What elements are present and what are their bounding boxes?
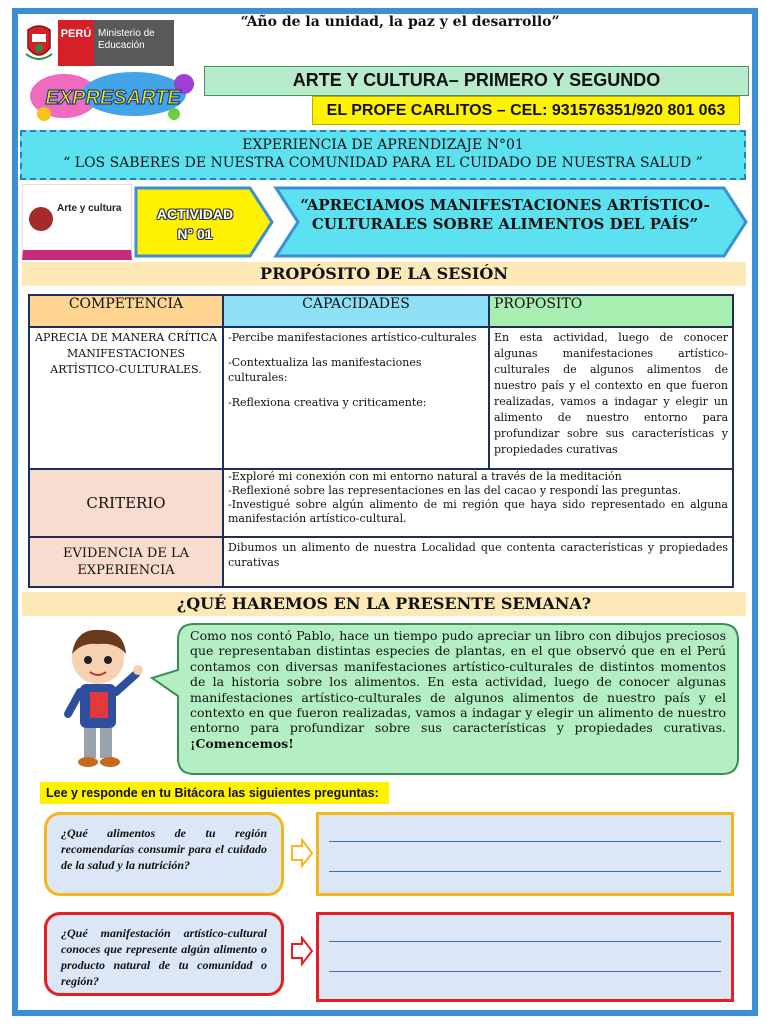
experience-title: “ LOS SABERES DE NUESTRA COMUNIDAD PARA EL CUIDADO DE NUESTRA SALUD ” xyxy=(63,155,703,171)
arrow-right-icon xyxy=(290,936,314,966)
bubble-closing: ¡Comencemos! xyxy=(190,735,294,751)
answer-line xyxy=(329,971,721,972)
speech-bubble-text xyxy=(190,628,726,751)
capacidades-cell xyxy=(223,327,489,469)
art-culture-icon xyxy=(29,207,53,231)
expresarte-text: EXPRESARTE xyxy=(45,87,181,109)
contact-banner: EL PROFE CARLITOS – CEL: 931576351/920 801 063 xyxy=(312,96,740,125)
evidencia-cell: Dibumos un alimento de nuestra Localidad que contenta características y propiedades curativas xyxy=(223,537,733,587)
criterio-item: -Exploré mi conexión con mi entorno natural a través de la meditación xyxy=(228,470,622,483)
criterios-cell xyxy=(223,469,733,537)
expresarte-logo xyxy=(24,66,202,126)
header-proposito: PROPOSITO xyxy=(489,295,733,327)
area-tag-label: Arte y cultura xyxy=(57,203,122,214)
year-motto: “Año de la unidad, la paz y el desarrollo” xyxy=(240,14,560,30)
capacidad-item: -Reflexiona creativa y criticamente: xyxy=(228,396,427,409)
activity-title-line1: “APRECIAMOS MANIFESTACIONES ARTÍSTICO- xyxy=(300,196,710,214)
competencia-cell: APRECIA DE MANERA CRÍTICA MANIFESTACIONES ARTÍSTICO-CULTURALES. xyxy=(29,327,223,469)
evidencia-label: EVIDENCIA DE LA EXPERIENCIA xyxy=(29,537,223,587)
question-2: ¿Qué manifestación artístico-cultural conoces que represente algún alimento o producto natural de tu comunidad o región? xyxy=(44,912,284,996)
bubble-body: Como nos contó Pablo, hace un tiempo pudo apreciar un libro con dibujos preciosos que representaban distintas especies de plantas, en el que observó que en el Perú contamos con diversas manifestaciones artístico-culturales de distintos momentos de la historia sobre los alimentos. En esta actividad, luego de conocer algunas manifestaciones artístico-culturales de algunos alimentos de nuestro país y el contexto en que fueron realizadas, vamos a indagar y elegir un alimento de nuestro entorno para profundizar sobre sus características y propiedades curativas. xyxy=(190,628,726,736)
answer-line xyxy=(329,841,721,842)
activity-number-value: N° 01 xyxy=(177,226,213,242)
criterio-item: -Reflexioné sobre las representaciones en las del cacao y respondí las preguntas. xyxy=(228,484,682,497)
activity-number xyxy=(140,204,250,244)
criterio-label: CRITERIO xyxy=(29,469,223,537)
purpose-section-title: PROPÓSITO DE LA SESIÓN xyxy=(22,262,746,286)
capacidad-item: -Percibe manifestaciones artístico-culturales xyxy=(228,331,477,344)
questions-instruction: Lee y responde en tu Bitácora las siguientes preguntas: xyxy=(40,782,389,804)
ministry-label: Ministerio de Educación xyxy=(94,20,174,66)
answer-box-1[interactable] xyxy=(316,812,734,896)
header-capacidades: CAPACIDADES xyxy=(223,295,489,327)
peru-label: PERÚ xyxy=(58,20,94,66)
ministry-logo xyxy=(20,18,178,68)
activity-title-line2: CULTURALES SOBRE ALIMENTOS DEL PAÍS” xyxy=(311,215,699,233)
question-1: ¿Qué alimentos de tu región recomendarías consumir para el cuidado de la salud y la nutrición? xyxy=(44,812,284,896)
header-competencia: COMPETENCIA xyxy=(29,295,223,327)
area-banner: ARTE Y CULTURA– PRIMERO Y SEGUNDO xyxy=(204,66,749,96)
answer-box-2[interactable] xyxy=(316,912,734,1002)
table-row xyxy=(29,327,733,469)
purpose-table xyxy=(28,294,734,588)
table-row xyxy=(29,469,733,537)
table-header-row xyxy=(29,295,733,327)
arrow-right-icon xyxy=(290,838,314,868)
experience-band xyxy=(20,130,746,180)
activity-label: ACTIVIDAD xyxy=(156,206,234,222)
criterio-item: -Investigué sobre algún alimento de mi región que haya sido representado en alguna manifestación artístico-cultural. xyxy=(228,498,728,525)
activity-title xyxy=(300,196,710,234)
capacidad-item: -Contextualiza las manifestaciones culturales: xyxy=(228,356,422,384)
area-tag xyxy=(22,184,132,260)
table-row xyxy=(29,537,733,587)
week-section-title: ¿QUÉ HAREMOS EN LA PRESENTE SEMANA? xyxy=(22,592,746,616)
peru-shield-icon xyxy=(24,20,54,66)
proposito-cell: En esta actividad, luego de conocer algunas manifestaciones artístico-culturales de algunos alimentos de nuestro país y el contexto en que fueron realizadas, vamos a indagar y elegir un alimento de nuestro entorno para profundizar sobre sus características y propiedades curativas xyxy=(489,327,733,469)
student-illustration xyxy=(54,622,150,770)
experience-number: EXPERIENCIA DE APRENDIZAJE N°01 xyxy=(242,137,524,153)
answer-line xyxy=(329,871,721,872)
answer-line xyxy=(329,941,721,942)
